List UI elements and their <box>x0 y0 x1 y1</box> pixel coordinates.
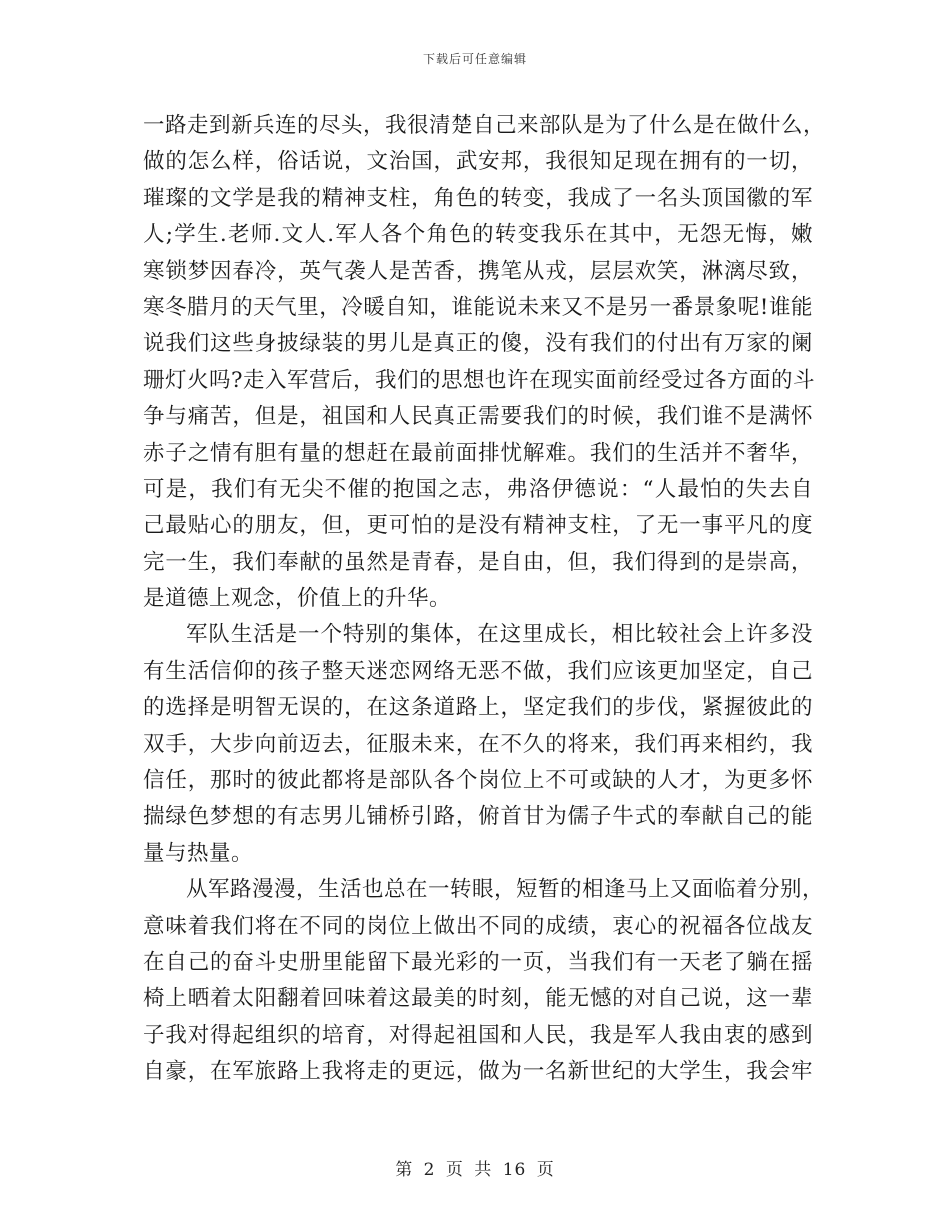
text-line: 在自己的奋斗史册里能留下最光彩的一页，当我们有一天老了躺在摇 <box>143 949 813 975</box>
text-line: 璀璨的文学是我的精神支柱，角色的转变，我成了一名头顶国徽的军 <box>143 185 813 211</box>
text-line: 己最贴心的朋友，但，更可怕的是没有精神支柱，了无一事平凡的度 <box>143 513 813 539</box>
text-line: 一路走到新兵连的尽头，我很清楚自己来部队是为了什么是在做什么， <box>143 113 826 138</box>
text-line: 是道德上观念，价值上的升华。 <box>143 586 452 612</box>
paragraph-3 <box>143 872 825 1090</box>
text-line: 信任，那时的彼此都将是部队各个岗位上不可或缺的人才，为更多怀 <box>143 768 813 794</box>
text-line: 寒锁梦因春冷，英气袭人是苦香，携笔从戎，层层欢笑，淋漓尽致， <box>143 258 813 284</box>
text-line: 自豪，在军旅路上我将走的更远，做为一名新世纪的大学生，我会牢 <box>143 1059 813 1085</box>
text-line: 可是，我们有无尖不催的抱国之志，弗洛伊德说：“人最怕的失去自 <box>143 476 813 502</box>
text-line: 完一生，我们奉献的虽然是青春，是自由，但，我们得到的是崇高， <box>143 549 813 575</box>
text-line: 军队生活是一个特别的集体，在这里成长，相比较社会上许多没 <box>186 622 813 648</box>
text-line: 说我们这些身披绿装的男儿是真正的傻，没有我们的付出有万家的阑 <box>143 331 813 357</box>
text-line: 意味着我们将在不同的岗位上做出不同的成绩，衷心的祝福各位战友 <box>143 913 813 939</box>
text-line: 子我对得起组织的培育，对得起祖国和人民，我是军人我由衷的感到 <box>143 1022 813 1048</box>
paragraph-1 <box>143 108 826 617</box>
text-line: 量与热量。 <box>143 840 254 866</box>
text-line: 揣绿色梦想的有志男儿铺桥引路，俯首甘为儒子牛式的奉献自己的能 <box>143 804 813 830</box>
text-line: 椅上晒着太阳翻着回味着这最美的时刻，能无憾的对自己说，这一辈 <box>143 986 813 1012</box>
text-line: 有生活信仰的孩子整天迷恋网络无恶不做，我们应该更加坚定，自己 <box>143 658 813 684</box>
text-line: 争与痛苦，但是，祖国和人民真正需要我们的时候，我们谁不是满怀 <box>143 404 813 430</box>
text-line: 从军路漫漫，生活也总在一转眼，短暂的相逢马上又面临着分别， <box>186 877 825 903</box>
text-line: 寒冬腊月的天气里，冷暖自知，谁能说未来又不是另一番景象呢!谁能 <box>143 294 813 320</box>
text-line: 做的怎么样，俗话说，文治国，武安邦，我很知足现在拥有的一切， <box>143 149 813 175</box>
document-body <box>143 108 826 1091</box>
text-line: 赤子之情有胆有量的想赶在最前面排忧解难。我们的生活并不奢华， <box>143 440 813 466</box>
text-line: 珊灯火吗?走入军营后，我们的思想也许在现实面前经受过各方面的斗 <box>143 367 816 393</box>
text-line: 双手，大步向前迈去，征服未来，在不久的将来，我们再来相约，我 <box>143 731 813 757</box>
text-line: 人;学生.老师.文人.军人各个角色的转变我乐在其中，无怨无悔，嫩 <box>143 222 813 248</box>
paragraph-2 <box>143 617 813 872</box>
page-footer: 第 2 页 共 16 页 <box>395 1160 555 1180</box>
page-header: 下载后可任意编辑 <box>422 52 527 66</box>
text-line: 的选择是明智无误的，在这条道路上，坚定我们的步伐，紧握彼此的 <box>143 695 813 721</box>
